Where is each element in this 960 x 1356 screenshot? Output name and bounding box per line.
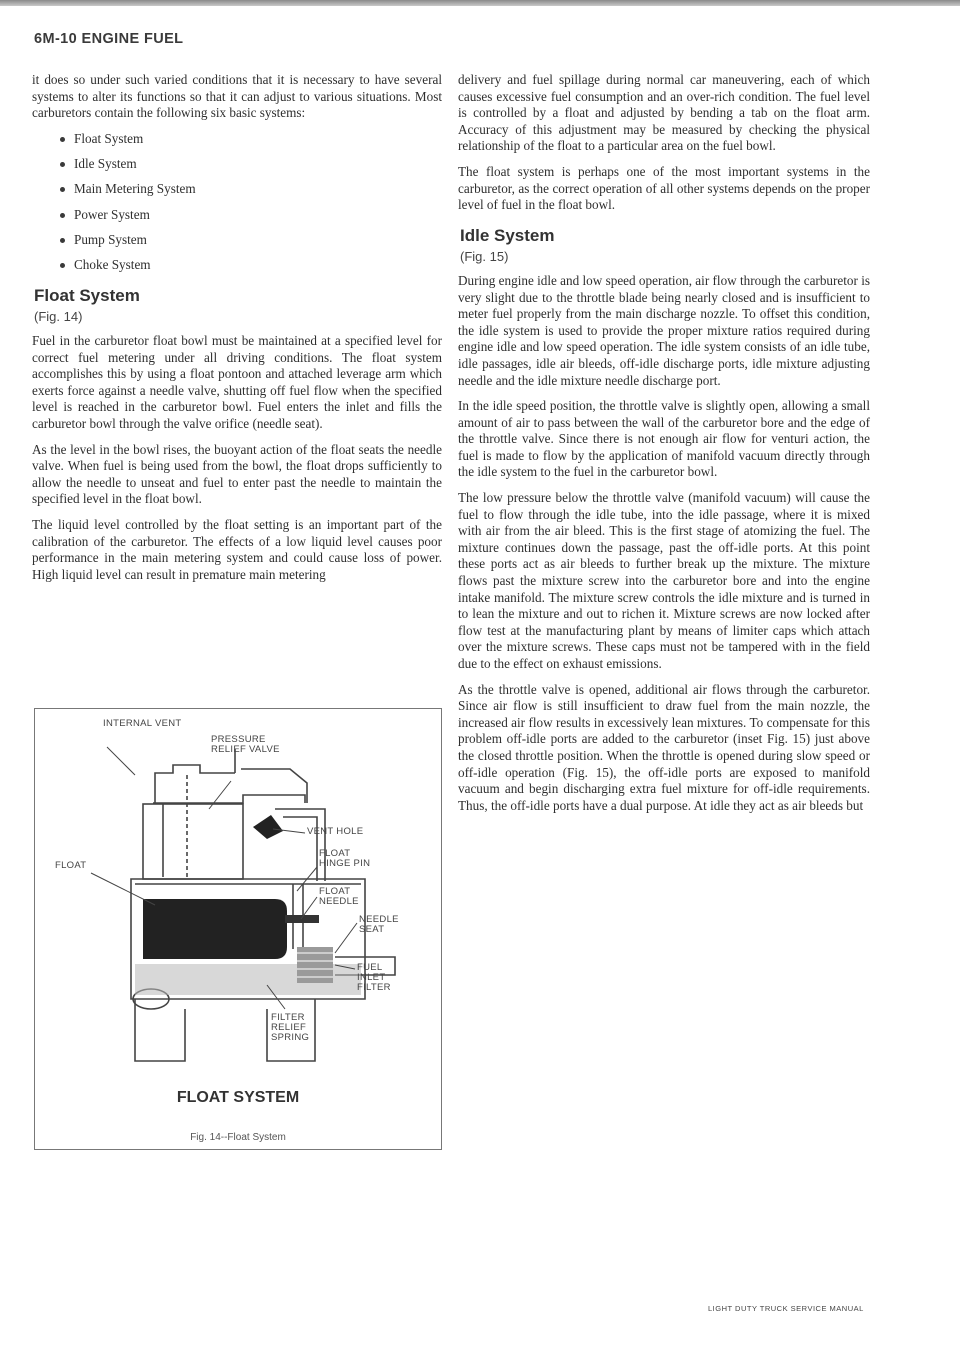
label-needle-seat-1: NEEDLE: [359, 914, 399, 925]
float-system-figref: (Fig. 14): [34, 309, 83, 325]
idle-paragraph-3: The low pressure below the throttle valve (manifold vacuum) will cause the fuel to flow through the idle tube, into the idle passage, where it is mixed with air from the air bleed. This is the first stage of atomizing the fuel. The mixture continues down the passage, past the off-idle ports. At this point these ports act as air bleeds to further break up the mixture. The mixture flows past the mixture screw into the carburetor bore and into the engine intake manifold. The mixture screw controls the idle mixture and is turned in to lean the mixture and out to richen it. Mixture screws are now locked after flow test at the manufacturing plant by means of limiter caps which attach over the mixture screws. These caps must not be tampered with in the field due to the effect on exhaust emissions.: [458, 490, 870, 671]
label-fuel-inlet-1: FUEL: [357, 962, 383, 973]
float-paragraph-3: The liquid level controlled by the float setting is an important part of the calibration of the carburetor. The effects of a low liquid level causes poor performance in the main metering system and could cause loss of power. High liquid level can result in premature main metering: [32, 516, 442, 582]
label-fuel-inlet-3: FILTER: [357, 982, 391, 993]
intro-paragraph: it does so under such varied conditions that it is necessary to have several systems to alter its functions so that it can adjust to various situations. Most carburetors contain the following six basic systems:: [32, 72, 442, 121]
list-item: Power System: [60, 207, 442, 224]
idle-system-figref: (Fig. 15): [460, 249, 509, 265]
list-item: Choke System: [60, 257, 442, 274]
carburetor-diagram: [35, 709, 441, 1079]
label-pressure-relief-2: RELIEF VALVE: [211, 744, 280, 755]
label-needle-seat-2: SEAT: [359, 924, 385, 935]
float-system-figure: [34, 708, 442, 1150]
top-rule: [0, 0, 960, 6]
left-column: [32, 72, 442, 592]
right-paragraph-2: The float system is perhaps one of the most important systems in the carburetor, as the correct operation of all other systems depends on the proper level of fuel in the float bowl.: [458, 163, 870, 213]
figure-caption: Fig. 14--Float System: [190, 1132, 286, 1143]
figure-title: FLOAT SYSTEM: [176, 1089, 300, 1106]
label-float-needle-2: NEEDLE: [319, 896, 359, 907]
label-filter-relief-3: SPRING: [271, 1032, 310, 1043]
list-item: Idle System: [60, 156, 442, 173]
float-system-heading: Float System: [34, 285, 140, 305]
label-pressure-relief-1: PRESSURE: [211, 734, 266, 745]
idle-system-heading: Idle System: [460, 225, 555, 245]
list-item: Pump System: [60, 232, 442, 249]
label-fuel-inlet-2: INLET: [357, 972, 386, 983]
label-filter-relief-1: FILTER: [271, 1012, 305, 1023]
systems-list: [32, 131, 442, 274]
right-paragraph-1: delivery and fuel spillage during normal car maneuvering, each of which causes excessive fuel consumption and an over-rich condition. The fuel level is controlled by a float and adjusted by bending a tab on the float arm. Accuracy of this adjustment may be measured by checking the physical relationship of the float to a particular area on the fuel bowl.: [458, 72, 870, 154]
list-item: Float System: [60, 131, 442, 148]
right-column: [458, 72, 870, 823]
idle-paragraph-4: As the throttle valve is opened, additional air flows through the carburetor. Since air flow is still insufficient to draw fuel from the main nozzle, the increased air flow results in excessively lean mixtures. To compensate for this problem off-idle ports are added to the carburetor (inset Fig. 15) just above the closed throttle position. When the throttle is opened during slow speed or off-idle operation (Fig. 15), the off-idle ports are exposed to manifold vacuum and begin discharging extra fuel mixture for off-idle requirements. Thus, the off-idle ports have a dual purpose. At idle they act as air bleeds but: [458, 681, 870, 813]
label-vent-hole: VENT HOLE: [307, 826, 364, 837]
label-float: FLOAT: [55, 860, 87, 871]
label-float-needle-1: FLOAT: [319, 886, 351, 897]
list-item: Main Metering System: [60, 181, 442, 198]
float-paragraph-2: As the level in the bowl rises, the buoyant action of the float seats the needle valve. When fuel is being used from the bowl, the float drops sufficiently to allow the needle to unseat and fuel to enter past the needle to maintain the specified level in the float bowl.: [32, 441, 442, 507]
idle-paragraph-1: During engine idle and low speed operation, air flow through the carburetor is very slight due to the throttle blade being nearly closed and is insufficient to meter fuel properly from the main discharge nozzle. To offset this condition, the idle system is used to provide the proper mixture ratios required during engine idle and low speed operation. The idle system consists of an idle tube, idle passages, idle air bleeds, off-idle discharge ports, idle mixture adjusting needle and the idle mixture needle discharge port.: [458, 272, 870, 388]
label-float-hinge-2: HINGE PIN: [319, 858, 371, 869]
float-paragraph-1: Fuel in the carburetor float bowl must be maintained at a specified level for correct fuel metering under all driving conditions. The float system accomplishes this by using a float pontoon and attached leverage arm which exerts force against a needle valve, shutting off fuel flow when the specified level is reached in the carburetor bowl. Fuel enters the inlet and fills the carburetor bowl through the valve orifice (needle seat).: [32, 332, 442, 431]
idle-paragraph-2: In the idle speed position, the throttle valve is slightly open, allowing a small amount of air to pass between the wall of the carburetor bore and the edge of the throttle valve. Since there is not enough air flow for venturi action, the fuel is made to flow by the application of manifold vacuum directly through the idle system to the fuel in the carburetor bowl.: [458, 398, 870, 480]
label-internal-vent: INTERNAL VENT: [103, 718, 182, 729]
label-float-hinge-1: FLOAT: [319, 848, 351, 859]
footer-manual-title: LIGHT DUTY TRUCK SERVICE MANUAL: [708, 1304, 864, 1313]
label-filter-relief-2: RELIEF: [271, 1022, 307, 1033]
running-head: 6M-10 ENGINE FUEL: [34, 31, 184, 47]
